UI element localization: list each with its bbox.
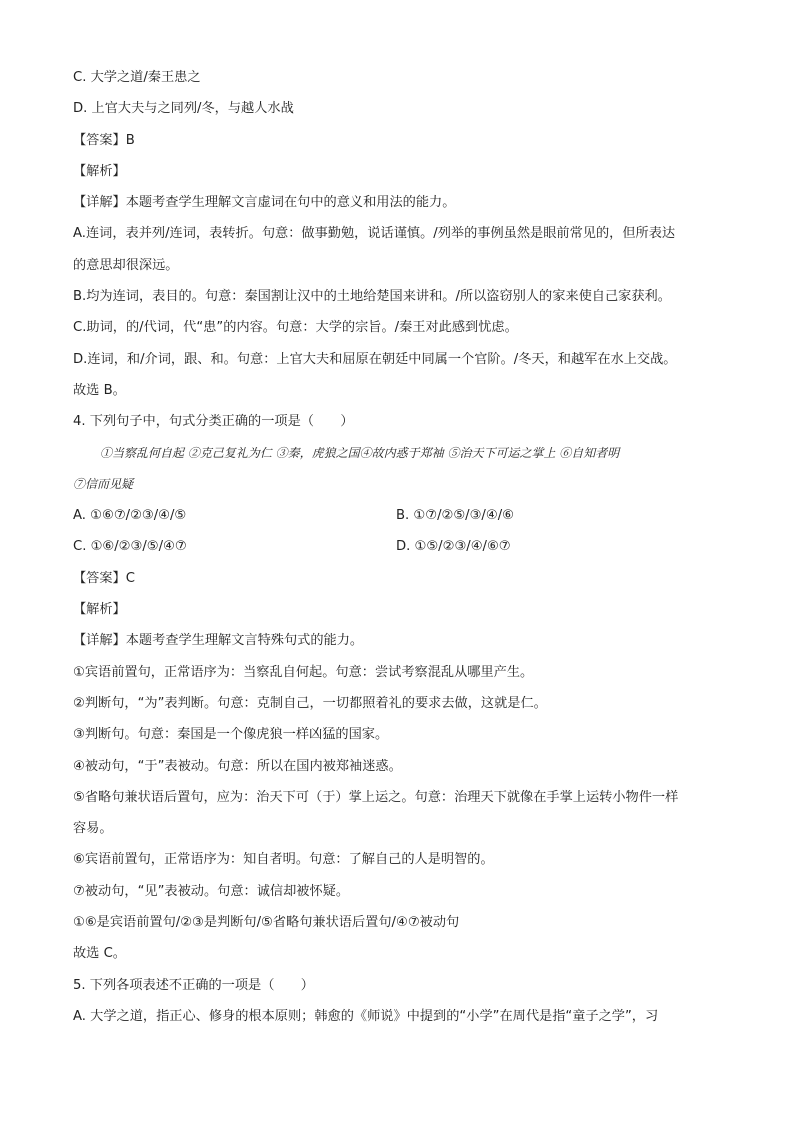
- options-row-ab: [73, 500, 721, 531]
- explanation-d-q3: D.连词，和/介词，跟、和。句意：上官大夫和屈原在朝廷中同属一个官阶。/冬天，和越军在水上交战。: [73, 351, 677, 367]
- document-page: [73, 62, 721, 1032]
- question-4-stem: 4. 下列句子中，句式分类正确的一项是（ ）: [73, 414, 354, 430]
- explanation-a-q3: A.连词，表并列/连词，表转折。句意：做事勤勉，说话谨慎。/列举的事例虽然是眼前常见的，但所表达: [73, 226, 676, 242]
- analysis-heading-q3: 【解析】: [73, 163, 126, 179]
- question-4-sentences-cont: ⑦信而见疑: [73, 476, 134, 491]
- explanation-b-q3: B.均为连词，表目的。句意：秦国割让汉中的土地给楚国来讲和。/所以盗窃别人的家来使自己家获利。: [73, 289, 671, 305]
- explanation-4-q4: ④被动句，“于”表被动。句意：所以在国内被郑袖迷惑。: [73, 758, 402, 774]
- explanation-a-q3-cont: 的意思却很深远。: [73, 257, 179, 273]
- answer-q4: 【答案】C: [73, 570, 135, 586]
- option-d-q4: D. ①⑤/②③/④/⑥⑦: [396, 539, 511, 555]
- options-row-cd: [73, 531, 721, 562]
- explanation-1-q4: ①宾语前置句，正常语序为：当察乱自何起。句意：尝试考察混乱从哪里产生。: [73, 664, 534, 680]
- explanation-2-q4: ②判断句，“为”表判断。句意：克制自己，一切都照着礼的要求去做，这就是仁。: [73, 695, 547, 711]
- explanation-7-q4: ⑦被动句，“见”表被动。句意：诚信却被怀疑。: [73, 883, 350, 899]
- option-d-q3: D. 上官大夫与之同列/冬，与越人水战: [73, 101, 294, 117]
- option-c-q3: C. 大学之道/秦王患之: [73, 70, 201, 85]
- conclusion-q3: 故选 B。: [73, 382, 126, 398]
- option-c-q4: C. ①⑥/②③/⑤/④⑦: [73, 539, 187, 555]
- explanation-5-q4-cont: 容易。: [73, 821, 113, 837]
- analysis-heading-q4: 【解析】: [73, 602, 126, 618]
- option-b-q4: B. ①⑦/②⑤/③/④/⑥: [396, 508, 514, 524]
- answer-q3: 【答案】B: [73, 132, 135, 148]
- explanation-6-q4: ⑥宾语前置句，正常语序为：知自者明。句意：了解自己的人是明智的。: [73, 852, 494, 868]
- detail-intro-q4: 【详解】本题考查学生理解文言特殊句式的能力。: [73, 633, 364, 649]
- question-4-sentences: ①当察乱何自起 ②克己复礼为仁 ③秦，虎狼之国④故内惑于郑袖 ⑤治天下可运之掌上 ⑥自知者明: [100, 445, 620, 460]
- question-5-stem: 5. 下列各项表述不正确的一项是（ ）: [73, 977, 314, 993]
- conclusion-q4: 故选 C。: [73, 946, 126, 962]
- explanation-5-q4: ⑤省略句兼状语后置句，应为：治天下可（于）掌上运之。句意：治理天下就像在手掌上运转小物件一样: [73, 789, 679, 805]
- explanation-c-q3: C.助词，的/代词，代“患”的内容。句意：大学的宗旨。/秦王对此感到忧虑。: [73, 320, 518, 336]
- option-a-q5: A. 大学之道，指正心、修身的根本原则；韩愈的《师说》中提到的“小学”在周代是指“童子之学”，习: [73, 1008, 659, 1024]
- summary-q4: ①⑥是宾语前置句/②③是判断句/⑤省略句兼状语后置句/④⑦被动句: [73, 915, 460, 931]
- option-a-q4: A. ①⑥⑦/②③/④/⑤: [73, 508, 187, 524]
- detail-intro-q3: 【详解】本题考查学生理解文言虚词在句中的意义和用法的能力。: [73, 195, 456, 211]
- explanation-3-q4: ③判断句。句意：秦国是一个像虎狼一样凶猛的国家。: [73, 727, 389, 743]
